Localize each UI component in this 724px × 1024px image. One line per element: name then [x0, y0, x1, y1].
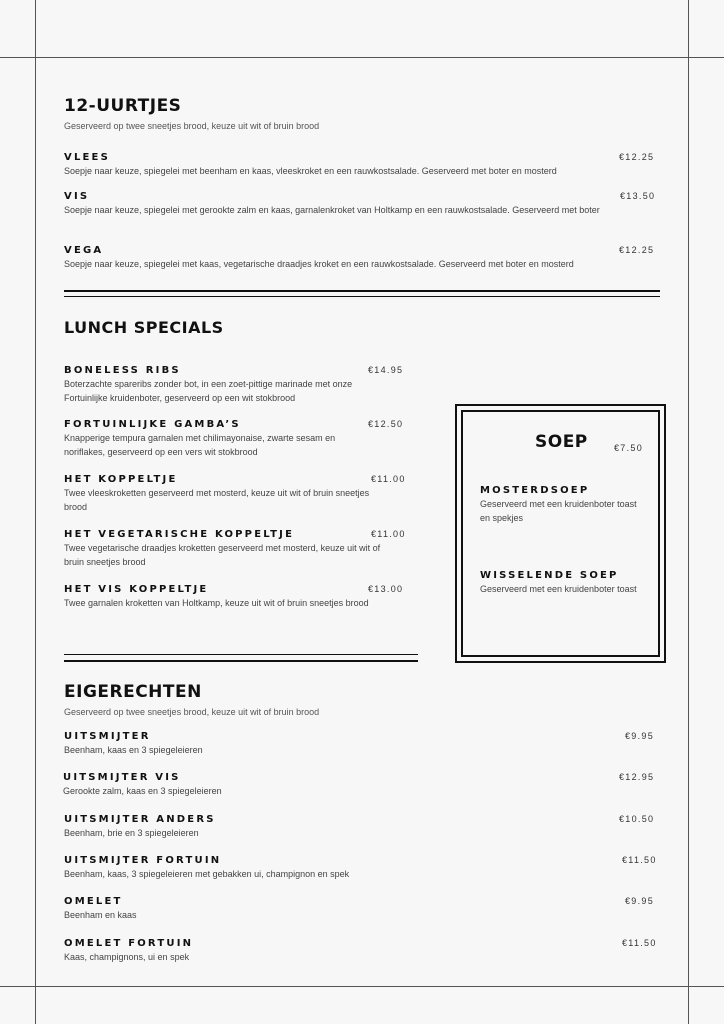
menu-item-uitsmijter-anders	[64, 814, 564, 840]
item-name: VIS	[64, 191, 90, 202]
guide-line-top	[0, 57, 724, 58]
item-name: OMELET	[64, 896, 123, 907]
item-description: Twee vleeskroketten geserveerd met mosterd, keuze uit wit of bruin sneetjes brood	[64, 488, 370, 512]
item-description: Soepje naar keuze, spiegelei met kaas, vegetarische draadjes kroket en een rauwkostsalade. Geserveerd met boter en mosterd	[64, 259, 574, 269]
item-name: WISSELENDE SOEP	[480, 570, 619, 581]
item-price-vegetarische-koppeltje: €11.00	[371, 529, 406, 539]
soup-price: €7.50	[614, 443, 644, 453]
item-price-omelet-fortuin: €11.50	[622, 938, 657, 948]
divider-rule-thin	[64, 654, 418, 655]
item-description: Beenham, kaas, 3 spiegeleieren met gebakken ui, champignon en spek	[64, 869, 350, 879]
item-description: Soepje naar keuze, spiegelei met beenham en kaas, vleeskroket en een rauwkostsalade. Geserveerd met boter en mosterd	[64, 166, 557, 176]
item-name: UITSMIJTER VIS	[63, 772, 181, 783]
guide-line-bottom	[0, 986, 724, 987]
item-price-vlees: €12.25	[619, 152, 655, 162]
menu-item-omelet-fortuin	[64, 938, 564, 964]
section-title-uurtjes: 12-UURTJES	[64, 96, 182, 116]
menu-item-boneless-ribs	[64, 365, 394, 405]
item-description: Geserveerd met een kruidenboter toast	[480, 584, 637, 594]
section-title-eigerechten: EIGERECHTEN	[64, 682, 202, 702]
item-name: HET VIS KOPPELTJE	[64, 584, 209, 595]
menu-item-vegetarische-koppeltje	[64, 529, 394, 569]
item-price-boneless-ribs: €14.95	[368, 365, 404, 375]
item-name: UITSMIJTER ANDERS	[64, 814, 216, 825]
item-description: Twee garnalen kroketten van Holtkamp, keuze uit wit of bruin sneetjes brood	[64, 598, 369, 608]
item-description: Kaas, champignons, ui en spek	[64, 952, 190, 962]
item-price-omelet: €9.95	[625, 896, 655, 906]
menu-item-vis	[64, 191, 644, 217]
menu-item-vega	[64, 245, 644, 271]
item-name: VLEES	[64, 152, 110, 163]
menu-item-wisselende-soep	[480, 570, 645, 596]
menu-item-uitsmijter	[64, 731, 564, 757]
item-price-uitsmijter: €9.95	[625, 731, 655, 741]
item-name: HET VEGETARISCHE KOPPELTJE	[64, 529, 295, 540]
item-price-uitsmijter-anders: €10.50	[619, 814, 655, 824]
item-price-gambas: €12.50	[368, 419, 404, 429]
item-description: Boterzachte spareribs zonder bot, in een zoet-pittige marinade met onze Fortuinlijke kruidenboter, geserveerd op een wit stokbrood	[64, 379, 353, 403]
item-description: Beenham en kaas	[64, 910, 137, 920]
item-description: Geserveerd met een kruidenboter toast en spekjes	[480, 499, 637, 523]
section-subtitle-uurtjes: Geserveerd op twee sneetjes brood, keuze uit wit of bruin brood	[64, 121, 320, 131]
item-price-vis-koppeltje: €13.00	[368, 584, 404, 594]
item-name: FORTUINLIJKE GAMBA’S	[64, 419, 241, 430]
divider-rule-thin	[64, 296, 660, 297]
menu-item-mosterdsoep	[480, 485, 645, 525]
section-title-lunch: LUNCH SPECIALS	[64, 318, 224, 337]
item-name: OMELET FORTUIN	[64, 938, 194, 949]
guide-line-right	[688, 0, 689, 1024]
item-name: MOSTERDSOEP	[480, 485, 590, 496]
item-description: Beenham, brie en 3 spiegeleieren	[64, 828, 199, 838]
item-price-koppeltje: €11.00	[371, 474, 406, 484]
menu-item-koppeltje	[64, 474, 374, 514]
menu-item-uitsmijter-fortuin	[64, 855, 564, 881]
item-name: UITSMIJTER FORTUIN	[64, 855, 222, 866]
divider-rule	[64, 290, 660, 292]
item-price-vega: €12.25	[619, 245, 655, 255]
item-description: Twee vegetarische draadjes kroketten geserveerd met mosterd, keuze uit wit of bruin sneetjes brood	[64, 543, 381, 567]
item-price-vis: €13.50	[620, 191, 656, 201]
item-price-uitsmijter-vis: €12.95	[619, 772, 655, 782]
menu-item-uitsmijter-vis	[63, 772, 563, 798]
item-price-uitsmijter-fortuin: €11.50	[622, 855, 657, 865]
menu-item-omelet	[64, 896, 564, 922]
item-description: Beenham, kaas en 3 spiegeleieren	[64, 745, 203, 755]
menu-item-vis-koppeltje	[64, 584, 384, 610]
item-description: Knapperige tempura garnalen met chilimayonaise, zwarte sesam en noriflakes, geserveerd op een vers wit stokbrood	[64, 433, 336, 457]
menu-item-vlees	[64, 152, 644, 178]
divider-rule	[64, 660, 418, 662]
guide-line-left	[35, 0, 36, 1024]
item-name: HET KOPPELTJE	[64, 474, 178, 485]
menu-item-gambas	[64, 419, 374, 459]
item-description: Gerookte zalm, kaas en 3 spiegeleieren	[63, 786, 222, 796]
item-name: BONELESS RIBS	[64, 365, 181, 376]
item-name: UITSMIJTER	[64, 731, 151, 742]
section-subtitle-eigerechten: Geserveerd op twee sneetjes brood, keuze uit wit of bruin brood	[64, 707, 320, 717]
item-name: VEGA	[64, 245, 104, 256]
section-title-soep: SOEP	[535, 432, 588, 452]
item-description: Soepje naar keuze, spiegelei met gerookte zalm en kaas, garnalenkroket van Holtkamp en een rauwkostsalade. Geserveerd met boter	[64, 205, 600, 215]
